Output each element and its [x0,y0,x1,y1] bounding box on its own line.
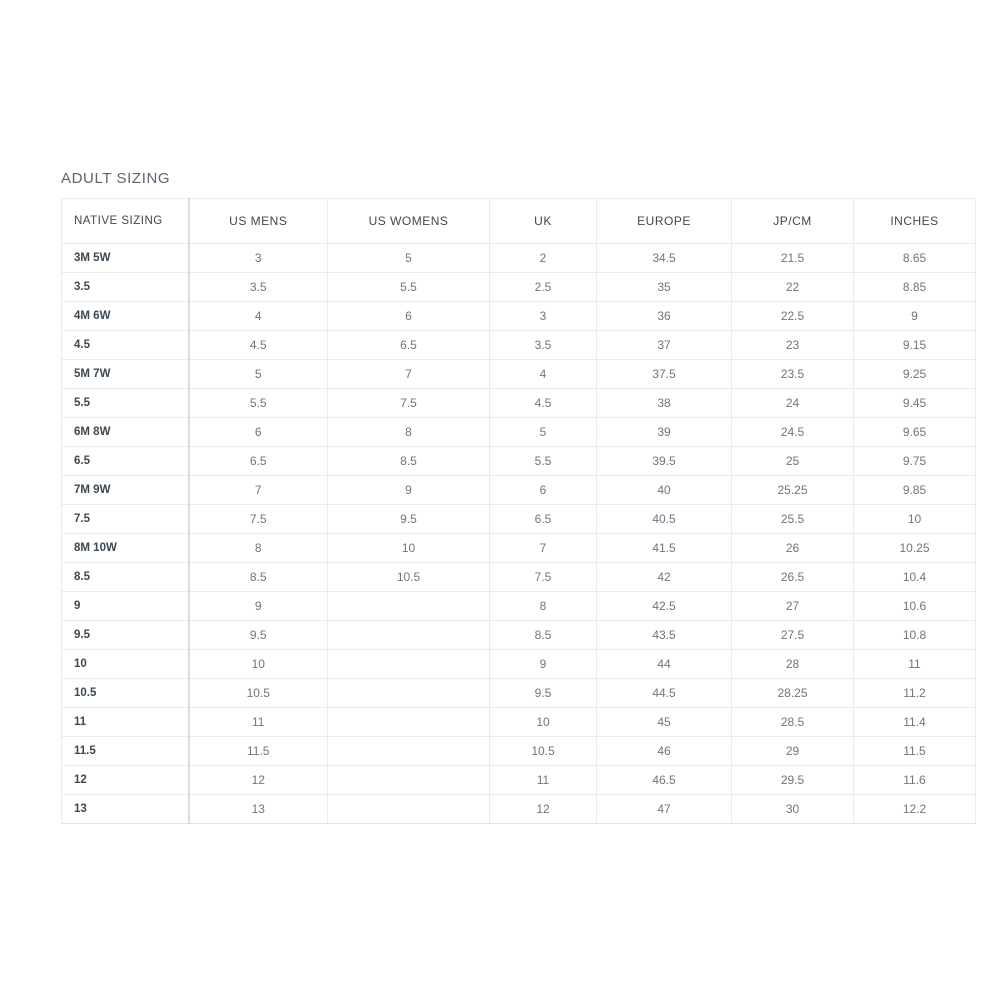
jp-cm-cell: 25.25 [732,476,854,505]
native-sizing-cell: 4M 6W [62,302,189,331]
native-sizing-cell: 13 [62,795,189,824]
europe-cell: 43.5 [597,621,732,650]
us-womens-cell: 5 [328,244,490,273]
inches-cell: 10.4 [854,563,976,592]
us-womens-cell [328,650,490,679]
us-womens-cell [328,737,490,766]
table-row [62,360,976,389]
table-row [62,621,976,650]
us-womens-cell [328,795,490,824]
us-womens-cell: 8.5 [328,447,490,476]
us-womens-cell: 8 [328,418,490,447]
inches-cell: 9.15 [854,331,976,360]
inches-cell: 10 [854,505,976,534]
native-sizing-cell: 7M 9W [62,476,189,505]
table-row [62,563,976,592]
table-row [62,679,976,708]
inches-cell: 11.6 [854,766,976,795]
inches-cell: 12.2 [854,795,976,824]
inches-cell: 8.85 [854,273,976,302]
uk-cell: 8 [490,592,597,621]
us-womens-cell: 10.5 [328,563,490,592]
uk-cell: 6.5 [490,505,597,534]
uk-cell: 7.5 [490,563,597,592]
europe-cell: 40.5 [597,505,732,534]
us-womens-cell: 9.5 [328,505,490,534]
europe-cell: 40 [597,476,732,505]
inches-cell: 11.5 [854,737,976,766]
jp-cm-cell: 25.5 [732,505,854,534]
uk-cell: 9 [490,650,597,679]
europe-cell: 39.5 [597,447,732,476]
uk-cell: 5 [490,418,597,447]
jp-cm-cell: 22 [732,273,854,302]
uk-cell: 12 [490,795,597,824]
us-womens-cell [328,592,490,621]
us-womens-cell [328,621,490,650]
uk-cell: 10 [490,708,597,737]
uk-cell: 5.5 [490,447,597,476]
us-mens-cell: 12 [189,766,328,795]
inches-cell: 9.45 [854,389,976,418]
europe-cell: 35 [597,273,732,302]
header-europe: EUROPE [597,199,732,244]
native-sizing-cell: 10 [62,650,189,679]
uk-cell: 9.5 [490,679,597,708]
inches-cell: 11 [854,650,976,679]
us-womens-cell: 6.5 [328,331,490,360]
jp-cm-cell: 28 [732,650,854,679]
jp-cm-cell: 23.5 [732,360,854,389]
table-row [62,737,976,766]
us-womens-cell: 7.5 [328,389,490,418]
uk-cell: 8.5 [490,621,597,650]
native-sizing-cell: 9.5 [62,621,189,650]
jp-cm-cell: 25 [732,447,854,476]
native-sizing-cell: 10.5 [62,679,189,708]
table-row [62,331,976,360]
inches-cell: 8.65 [854,244,976,273]
europe-cell: 42.5 [597,592,732,621]
native-sizing-cell: 3M 5W [62,244,189,273]
europe-cell: 44.5 [597,679,732,708]
section-title: ADULT SIZING [61,170,171,187]
us-mens-cell: 3.5 [189,273,328,302]
us-mens-cell: 9.5 [189,621,328,650]
header-jp-cm: JP/CM [732,199,854,244]
europe-cell: 36 [597,302,732,331]
europe-cell: 38 [597,389,732,418]
europe-cell: 42 [597,563,732,592]
europe-cell: 46.5 [597,766,732,795]
inches-cell: 9 [854,302,976,331]
native-sizing-cell: 9 [62,592,189,621]
table-row [62,476,976,505]
uk-cell: 11 [490,766,597,795]
inches-cell: 11.2 [854,679,976,708]
inches-cell: 10.6 [854,592,976,621]
jp-cm-cell: 29 [732,737,854,766]
jp-cm-cell: 28.5 [732,708,854,737]
table-row [62,418,976,447]
jp-cm-cell: 27.5 [732,621,854,650]
table-row [62,505,976,534]
us-mens-cell: 7.5 [189,505,328,534]
jp-cm-cell: 26 [732,534,854,563]
jp-cm-cell: 28.25 [732,679,854,708]
us-mens-cell: 11.5 [189,737,328,766]
table-body [62,244,976,824]
header-us-womens: US WOMENS [328,199,490,244]
table-row [62,795,976,824]
us-mens-cell: 4.5 [189,331,328,360]
us-womens-cell: 7 [328,360,490,389]
uk-cell: 3.5 [490,331,597,360]
header-us-mens: US MENS [189,199,328,244]
jp-cm-cell: 22.5 [732,302,854,331]
inches-cell: 10.8 [854,621,976,650]
us-womens-cell: 5.5 [328,273,490,302]
us-womens-cell [328,679,490,708]
native-sizing-cell: 11 [62,708,189,737]
header-native-sizing: NATIVE SIZING [62,199,189,244]
uk-cell: 2 [490,244,597,273]
europe-cell: 37 [597,331,732,360]
inches-cell: 9.25 [854,360,976,389]
header-inches: INCHES [854,199,976,244]
us-womens-cell [328,708,490,737]
us-mens-cell: 10.5 [189,679,328,708]
us-womens-cell: 6 [328,302,490,331]
table-row [62,650,976,679]
europe-cell: 47 [597,795,732,824]
jp-cm-cell: 23 [732,331,854,360]
us-womens-cell [328,766,490,795]
us-womens-cell: 10 [328,534,490,563]
us-mens-cell: 10 [189,650,328,679]
us-womens-cell: 9 [328,476,490,505]
us-mens-cell: 8 [189,534,328,563]
native-sizing-cell: 4.5 [62,331,189,360]
native-sizing-cell: 7.5 [62,505,189,534]
us-mens-cell: 9 [189,592,328,621]
native-sizing-cell: 6.5 [62,447,189,476]
us-mens-cell: 8.5 [189,563,328,592]
table-row [62,302,976,331]
table-row [62,273,976,302]
us-mens-cell: 4 [189,302,328,331]
uk-cell: 10.5 [490,737,597,766]
europe-cell: 34.5 [597,244,732,273]
native-sizing-cell: 8.5 [62,563,189,592]
uk-cell: 2.5 [490,273,597,302]
inches-cell: 9.75 [854,447,976,476]
us-mens-cell: 3 [189,244,328,273]
table-header-row [62,199,976,244]
inches-cell: 9.65 [854,418,976,447]
jp-cm-cell: 21.5 [732,244,854,273]
uk-cell: 6 [490,476,597,505]
table-row [62,244,976,273]
uk-cell: 3 [490,302,597,331]
table-row [62,592,976,621]
europe-cell: 41.5 [597,534,732,563]
us-mens-cell: 5 [189,360,328,389]
table-row [62,708,976,737]
europe-cell: 37.5 [597,360,732,389]
us-mens-cell: 6 [189,418,328,447]
us-mens-cell: 7 [189,476,328,505]
native-sizing-cell: 5.5 [62,389,189,418]
sizing-table [61,198,976,824]
table-row [62,766,976,795]
native-sizing-cell: 8M 10W [62,534,189,563]
table-row [62,447,976,476]
inches-cell: 10.25 [854,534,976,563]
jp-cm-cell: 24 [732,389,854,418]
header-uk: UK [490,199,597,244]
us-mens-cell: 6.5 [189,447,328,476]
inches-cell: 11.4 [854,708,976,737]
us-mens-cell: 13 [189,795,328,824]
jp-cm-cell: 24.5 [732,418,854,447]
us-mens-cell: 5.5 [189,389,328,418]
native-sizing-cell: 12 [62,766,189,795]
uk-cell: 7 [490,534,597,563]
europe-cell: 39 [597,418,732,447]
native-sizing-cell: 5M 7W [62,360,189,389]
uk-cell: 4 [490,360,597,389]
inches-cell: 9.85 [854,476,976,505]
native-sizing-cell: 3.5 [62,273,189,302]
native-sizing-cell: 6M 8W [62,418,189,447]
table-row [62,389,976,418]
europe-cell: 45 [597,708,732,737]
europe-cell: 46 [597,737,732,766]
uk-cell: 4.5 [490,389,597,418]
europe-cell: 44 [597,650,732,679]
jp-cm-cell: 30 [732,795,854,824]
jp-cm-cell: 27 [732,592,854,621]
us-mens-cell: 11 [189,708,328,737]
jp-cm-cell: 26.5 [732,563,854,592]
native-sizing-cell: 11.5 [62,737,189,766]
table-row [62,534,976,563]
jp-cm-cell: 29.5 [732,766,854,795]
